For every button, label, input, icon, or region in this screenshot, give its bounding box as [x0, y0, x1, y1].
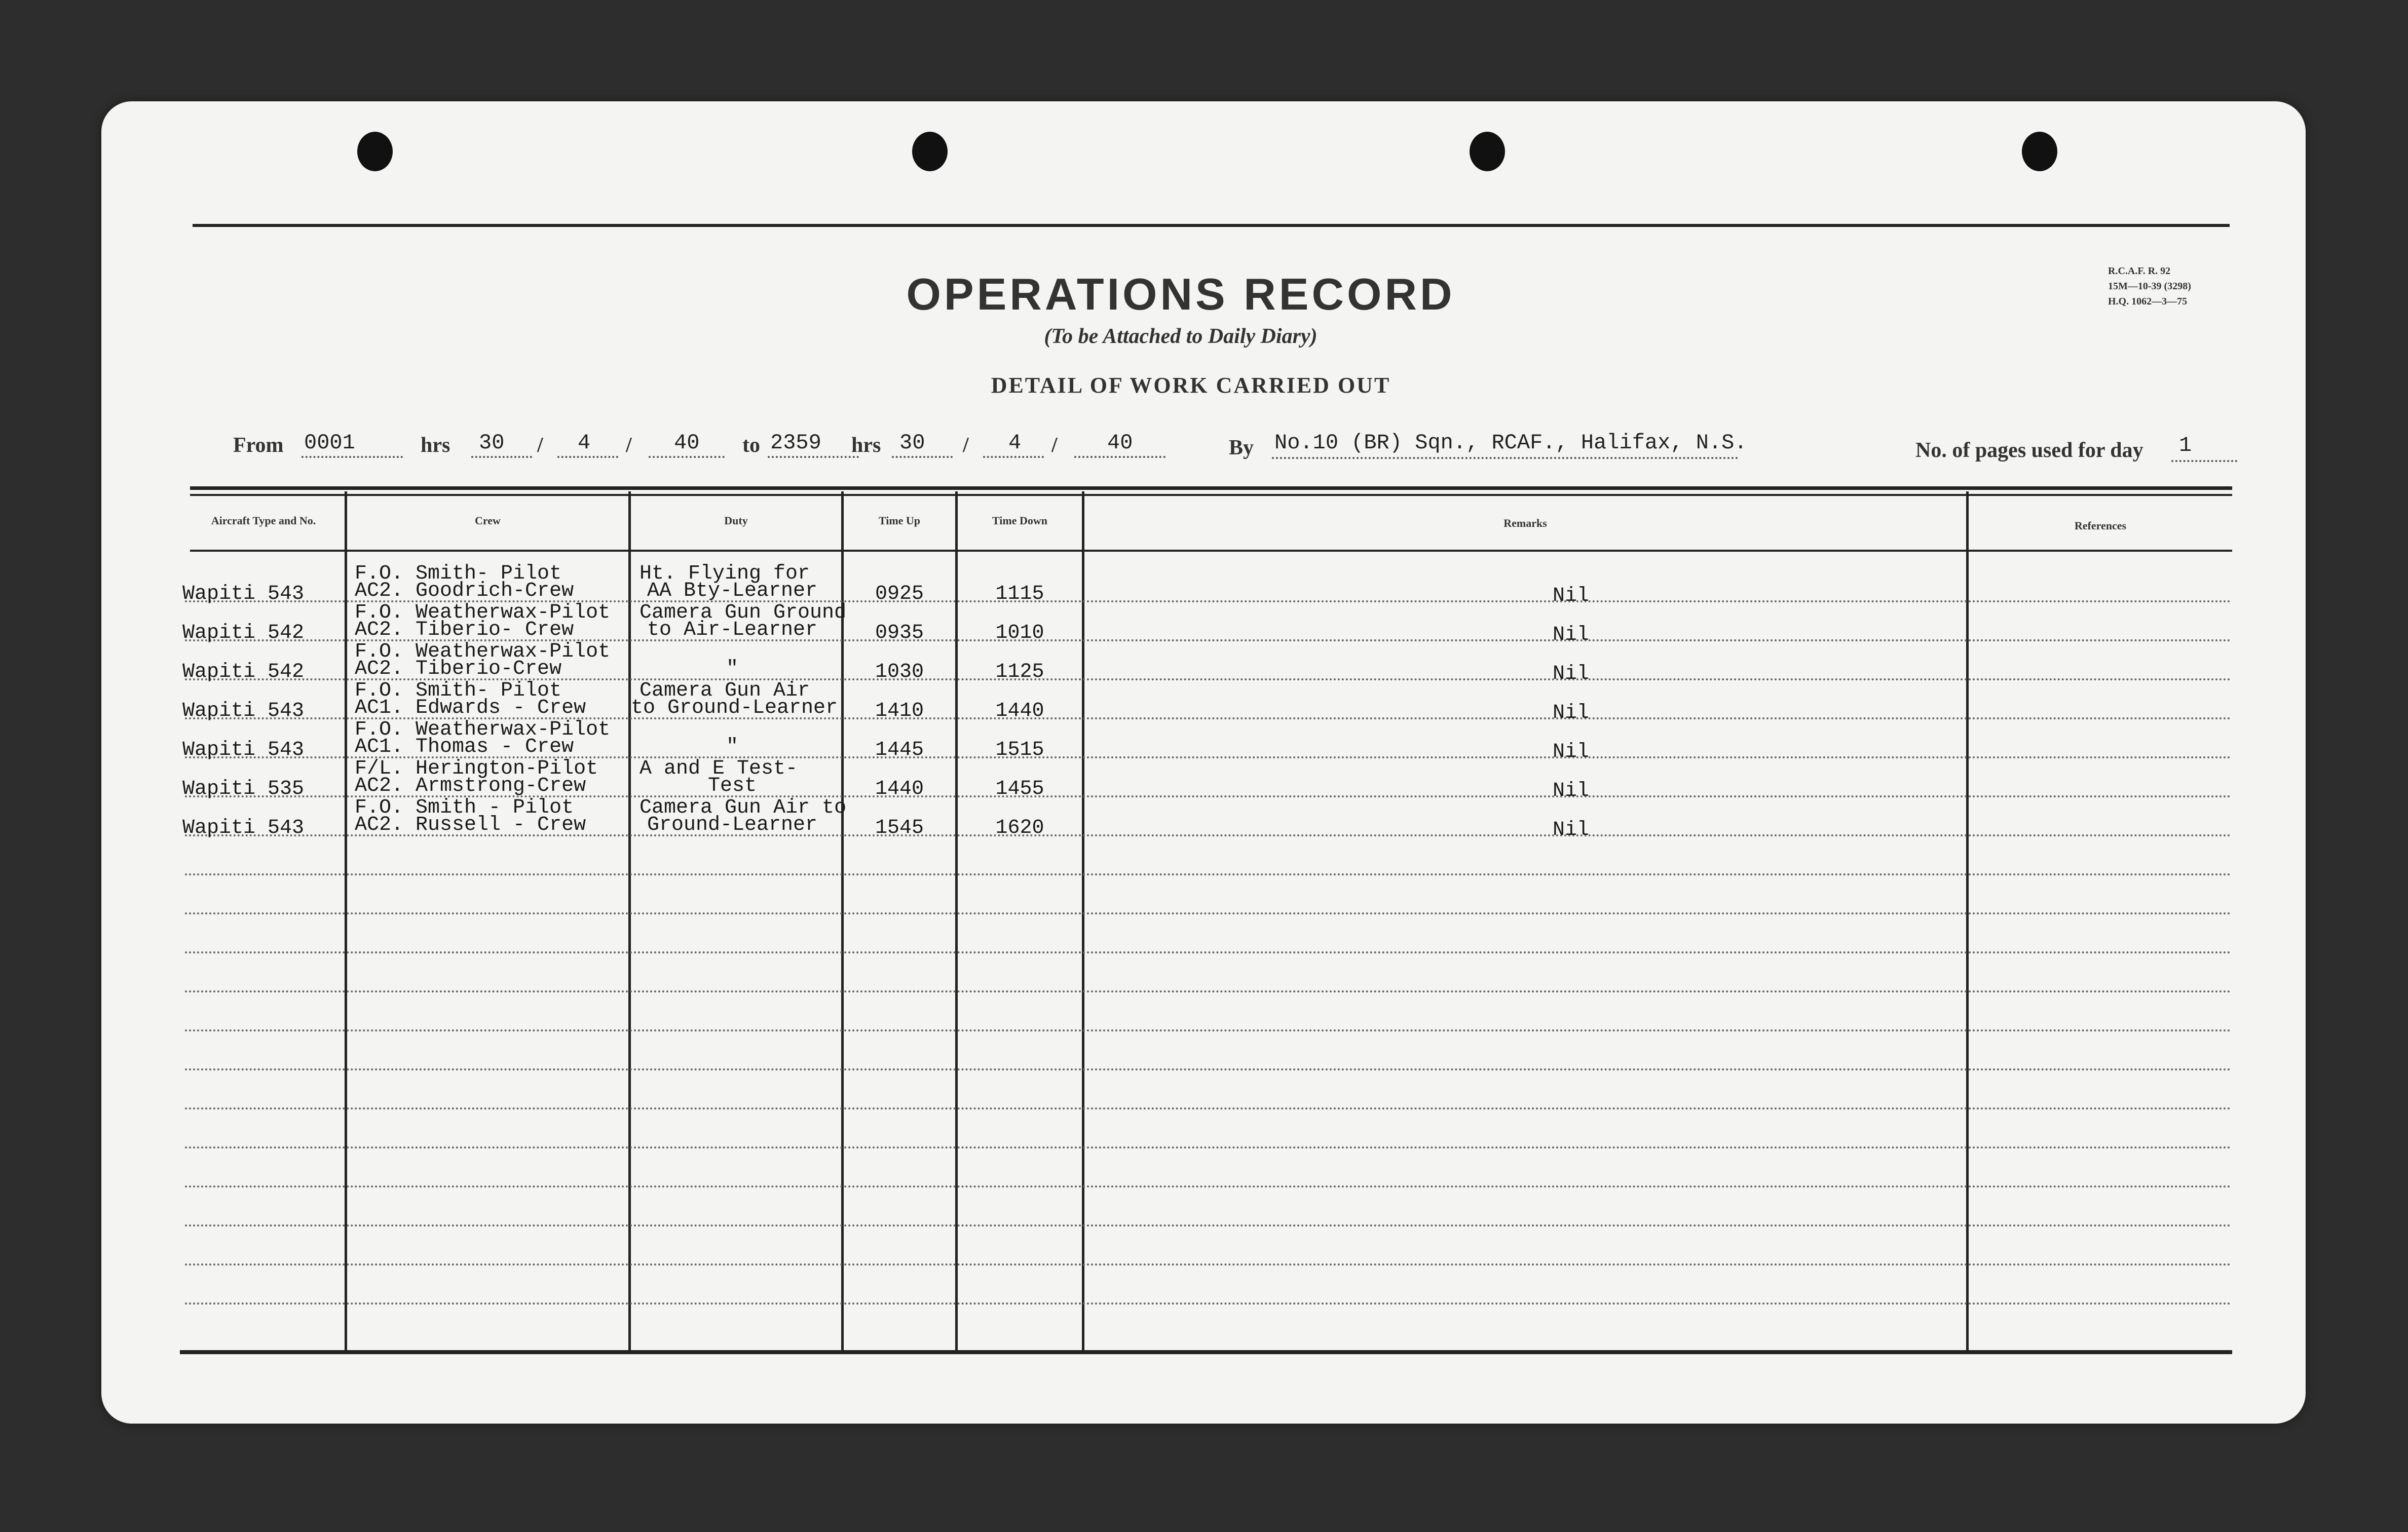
row-rule	[185, 1224, 2232, 1227]
duty-cell: Test	[707, 775, 757, 797]
to-label: to	[742, 434, 760, 457]
row-rule	[185, 1185, 2232, 1188]
fill-line	[1074, 456, 1165, 458]
time-up-cell: 1440	[875, 778, 924, 800]
duty-cell: "	[726, 658, 738, 680]
aircraft-cell: Wapiti 543	[182, 700, 305, 722]
duty-cell: Camera Gun Ground	[639, 601, 847, 624]
row-rule	[185, 1146, 2232, 1148]
hrs-label: hrs	[421, 434, 450, 457]
row-rule	[185, 912, 2232, 914]
remarks-cell: Nil	[1552, 780, 1589, 802]
time-up-cell: 0935	[875, 622, 924, 644]
aircraft-cell: Wapiti 535	[182, 778, 305, 800]
crew-member-cell: AC2. Armstrong-Crew	[355, 775, 586, 797]
row-rule	[185, 990, 2232, 992]
row-rule	[185, 1029, 2232, 1031]
time-up-cell: 1445	[875, 739, 924, 761]
aircraft-cell: Wapiti 542	[182, 622, 305, 644]
crew-member-cell: AC1. Thomas - Crew	[355, 736, 574, 758]
detail-heading: DETAIL OF WORK CARRIED OUT	[991, 373, 1391, 398]
time-down-cell: 1455	[995, 778, 1044, 800]
duty-cell: "	[726, 736, 738, 758]
binder-hole	[357, 132, 393, 171]
row-rule	[185, 1303, 2232, 1305]
fill-line	[2171, 460, 2237, 462]
crew-member-cell: AC1. Edwards - Crew	[355, 697, 586, 719]
row-rule	[185, 1107, 2232, 1109]
form-number-line: H.Q. 1062—3—75	[2108, 296, 2188, 307]
hrs-label: hrs	[851, 434, 881, 457]
col-aircraft: Aircraft Type and No.	[211, 514, 316, 527]
col-duty: Duty	[724, 514, 748, 527]
aircraft-cell: Wapiti 543	[182, 583, 305, 605]
time-down-cell: 1515	[995, 739, 1044, 761]
col-time-up: Time Up	[878, 514, 921, 527]
column-divider	[345, 491, 347, 1350]
crew-pilot-cell: F.O. Weatherwax-Pilot	[355, 601, 611, 624]
slash: /	[963, 434, 969, 457]
to-month: 4	[1008, 431, 1022, 455]
duty-cell: Camera Gun Air	[639, 679, 810, 702]
duty-cell: to Ground-Learner	[631, 697, 838, 719]
col-references: References	[2074, 519, 2127, 532]
squadron: No.10 (BR) Sqn., RCAF., Halifax, N.S.	[1274, 431, 1747, 455]
time-down-cell: 1010	[995, 622, 1044, 644]
remarks-cell: Nil	[1552, 624, 1589, 646]
remarks-cell: Nil	[1552, 585, 1589, 607]
fill-line	[649, 456, 725, 458]
fill-line	[302, 456, 403, 458]
row-rule	[185, 873, 2232, 875]
header-rule	[190, 550, 2232, 552]
crew-pilot-cell: F.O. Weatherwax-Pilot	[355, 718, 611, 741]
crew-pilot-cell: F.O. Smith- Pilot	[355, 562, 562, 585]
top-rule	[193, 224, 2230, 227]
column-divider	[1082, 491, 1084, 1350]
crew-pilot-cell: F.O. Smith - Pilot	[355, 796, 574, 819]
time-down-cell: 1115	[995, 583, 1044, 605]
from-time: 0001	[304, 431, 355, 455]
remarks-cell: Nil	[1552, 702, 1589, 724]
remarks-cell: Nil	[1552, 663, 1589, 685]
time-down-cell: 1125	[995, 661, 1044, 683]
time-down-cell: 1620	[995, 817, 1044, 839]
column-divider	[1966, 491, 1969, 1350]
fill-line	[892, 456, 953, 458]
crew-pilot-cell: F.O. Smith- Pilot	[355, 679, 562, 702]
form-number-line: R.C.A.F. R. 92	[2108, 265, 2171, 277]
crew-member-cell: AC2. Tiberio- Crew	[355, 619, 574, 641]
binder-hole	[912, 132, 948, 171]
crew-member-cell: AC2. Russell - Crew	[355, 814, 586, 836]
duty-cell: Camera Gun Air to	[639, 796, 847, 819]
aircraft-cell: Wapiti 542	[182, 661, 305, 683]
slash: /	[1051, 434, 1058, 457]
slash: /	[537, 434, 543, 457]
row-rule	[185, 951, 2232, 953]
col-crew: Crew	[475, 514, 501, 527]
time-up-cell: 1030	[875, 661, 924, 683]
from-label: From	[233, 434, 284, 457]
from-day: 30	[479, 431, 505, 455]
duty-cell: Ht. Flying for	[639, 562, 810, 585]
page-subtitle: (To be Attached to Daily Diary)	[1044, 325, 1318, 348]
col-remarks: Remarks	[1503, 517, 1547, 529]
crew-member-cell: AC2. Tiberio-Crew	[355, 658, 562, 680]
from-month: 4	[578, 431, 591, 455]
fill-line	[557, 456, 618, 458]
duty-cell: AA Bty-Learner	[647, 580, 818, 602]
to-time: 2359	[770, 431, 821, 455]
time-up-cell: 0925	[875, 583, 924, 605]
table-bottom-rule	[180, 1350, 2232, 1354]
remarks-cell: Nil	[1552, 741, 1589, 763]
slash: /	[626, 434, 632, 457]
to-day: 30	[899, 431, 925, 455]
form-number	[2108, 263, 2260, 309]
time-up-cell: 1410	[875, 700, 924, 722]
fill-line	[1272, 457, 1738, 459]
duty-cell: A and E Test-	[639, 757, 798, 780]
row-rule	[185, 1068, 2232, 1070]
row-rule	[185, 1263, 2232, 1266]
fill-line	[983, 456, 1044, 458]
remarks-cell: Nil	[1552, 819, 1589, 841]
record-card	[101, 101, 2306, 1424]
aircraft-cell: Wapiti 543	[182, 739, 305, 761]
to-year: 40	[1107, 431, 1133, 455]
crew-pilot-cell: F/L. Herington-Pilot	[355, 757, 598, 780]
binder-hole	[2022, 132, 2057, 171]
crew-member-cell: AC2. Goodrich-Crew	[355, 580, 574, 602]
binder-hole	[1470, 132, 1505, 171]
duty-cell: Ground-Learner	[647, 814, 818, 836]
form-number-line: 15M—10-39 (3298)	[2108, 281, 2191, 292]
table-top-rule	[190, 494, 2232, 496]
col-time-down: Time Down	[992, 514, 1047, 527]
fill-line	[768, 456, 859, 458]
from-year: 40	[674, 431, 700, 455]
crew-pilot-cell: F.O. Weatherwax-Pilot	[355, 640, 611, 663]
fill-line	[471, 456, 532, 458]
table-top-rule	[190, 486, 2232, 490]
by-label: By	[1229, 436, 1254, 459]
column-divider	[955, 491, 958, 1350]
time-down-cell: 1440	[995, 700, 1044, 722]
pages-value: 1	[2179, 433, 2192, 457]
pages-label: No. of pages used for day	[1915, 439, 2143, 462]
aircraft-cell: Wapiti 543	[182, 817, 305, 839]
page-title: OPERATIONS RECORD	[906, 269, 1455, 319]
duty-cell: to Air-Learner	[647, 619, 818, 641]
time-up-cell: 1545	[875, 817, 924, 839]
